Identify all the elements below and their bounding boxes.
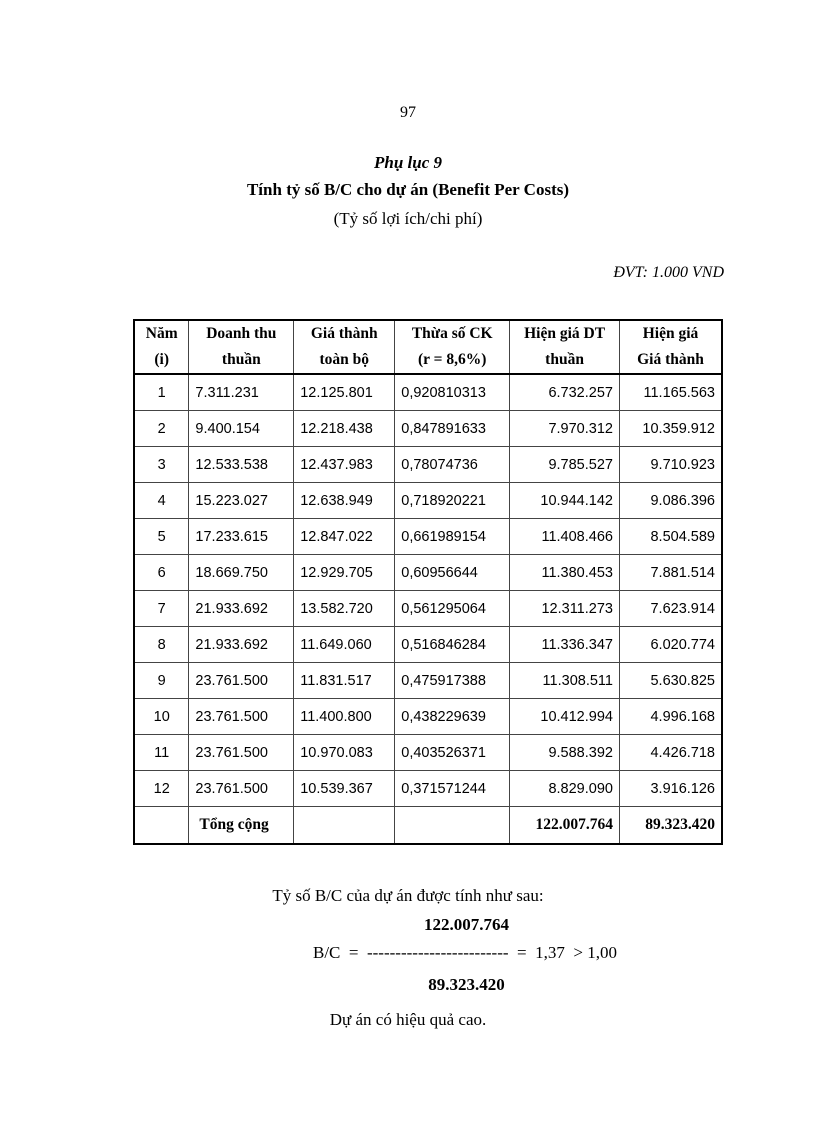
pv-cost-cell: 7.623.914 (619, 591, 722, 627)
pv-revenue-cell: 9.785.527 (510, 447, 620, 483)
year-cell: 8 (134, 627, 189, 663)
discount-factor-cell: 0,661989154 (395, 519, 510, 555)
net-revenue-cell: 21.933.692 (189, 627, 294, 663)
document-title: Tính tỷ số B/C cho dự án (Benefit Per Costs) (246, 180, 570, 199)
table-row (134, 374, 722, 411)
net-revenue-cell: 15.223.027 (189, 483, 294, 519)
bc-table (133, 319, 723, 845)
discount-factor-cell: 0,371571244 (395, 771, 510, 807)
pv-revenue-cell: 7.970.312 (510, 411, 620, 447)
pv-cost-cell: 4.426.718 (619, 735, 722, 771)
pv-cost-cell: 5.630.825 (619, 663, 722, 699)
total-cost-cell: 10.970.083 (294, 735, 395, 771)
discount-factor-cell: 0,60956644 (395, 555, 510, 591)
discount-factor-cell: 0,438229639 (395, 699, 510, 735)
table-row (134, 735, 722, 771)
year-cell: 9 (134, 663, 189, 699)
pv-cost-cell: 8.504.589 (619, 519, 722, 555)
net-revenue-cell: 23.761.500 (189, 663, 294, 699)
total-cost-cell: 12.929.705 (294, 555, 395, 591)
appendix-heading: Phụ lục 9 (373, 153, 443, 172)
net-revenue-cell: 9.400.154 (189, 411, 294, 447)
total-cost-cell: 10.539.367 (294, 771, 395, 807)
discount-factor-cell: 0,78074736 (395, 447, 510, 483)
table-row (134, 555, 722, 591)
calculation-intro: Tỷ số B/C của dự án được tính như sau: (272, 886, 544, 905)
total-cost-cell: 12.847.022 (294, 519, 395, 555)
pv-revenue-cell: 10.412.994 (510, 699, 620, 735)
header-year: Năm (i) (134, 320, 189, 374)
net-revenue-cell: 12.533.538 (189, 447, 294, 483)
pv-cost-cell: 3.916.126 (619, 771, 722, 807)
year-cell: 5 (134, 519, 189, 555)
pv-revenue-cell: 11.408.466 (510, 519, 620, 555)
net-revenue-cell: 21.933.692 (189, 591, 294, 627)
total-pv-cost: 89.323.420 (619, 807, 722, 845)
total-cost-cell: 11.400.800 (294, 699, 395, 735)
table-row (134, 663, 722, 699)
pv-revenue-cell: 10.944.142 (510, 483, 620, 519)
total-cost-cell: 12.218.438 (294, 411, 395, 447)
year-cell: 7 (134, 591, 189, 627)
discount-factor-cell: 0,516846284 (395, 627, 510, 663)
header-pv-cost: Hiện giá Giá thành (619, 320, 722, 374)
year-cell: 11 (134, 735, 189, 771)
pv-revenue-cell: 9.588.392 (510, 735, 620, 771)
document-subtitle: (Tỷ số lợi ích/chi phí) (333, 209, 483, 228)
discount-factor-cell: 0,847891633 (395, 411, 510, 447)
total-pv-revenue: 122.007.764 (510, 807, 620, 845)
year-cell: 12 (134, 771, 189, 807)
table-header-row (134, 320, 722, 374)
header-net-revenue: Doanh thu thuần (189, 320, 294, 374)
pv-cost-cell: 11.165.563 (619, 374, 722, 411)
year-cell: 2 (134, 411, 189, 447)
pv-revenue-cell: 11.336.347 (510, 627, 620, 663)
total-cost-cell: 12.638.949 (294, 483, 395, 519)
year-cell: 4 (134, 483, 189, 519)
net-revenue-cell: 7.311.231 (189, 374, 294, 411)
calculation-denominator: 89.323.420 (428, 975, 505, 994)
pv-revenue-cell: 6.732.257 (510, 374, 620, 411)
page-number: 97 (400, 104, 416, 121)
header-pv-revenue: Hiện giá DT thuần (510, 320, 620, 374)
pv-cost-cell: 9.086.396 (619, 483, 722, 519)
year-cell: 6 (134, 555, 189, 591)
total-cost-cell (294, 807, 395, 845)
header-total-cost: Giá thành toàn bộ (294, 320, 395, 374)
total-df-cell (395, 807, 510, 845)
total-label: Tổng cộng (189, 807, 294, 845)
calculation-conclusion: Dự án có hiệu quả cao. (329, 1010, 487, 1029)
net-revenue-cell: 23.761.500 (189, 699, 294, 735)
net-revenue-cell: 23.761.500 (189, 771, 294, 807)
discount-factor-cell: 0,718920221 (395, 483, 510, 519)
pv-cost-cell: 7.881.514 (619, 555, 722, 591)
pv-cost-cell: 4.996.168 (619, 699, 722, 735)
year-cell: 1 (134, 374, 189, 411)
total-cost-cell: 12.125.801 (294, 374, 395, 411)
discount-factor-cell: 0,475917388 (395, 663, 510, 699)
year-cell: 10 (134, 699, 189, 735)
pv-revenue-cell: 8.829.090 (510, 771, 620, 807)
table-row (134, 771, 722, 807)
total-cost-cell: 13.582.720 (294, 591, 395, 627)
net-revenue-cell: 17.233.615 (189, 519, 294, 555)
net-revenue-cell: 23.761.500 (189, 735, 294, 771)
net-revenue-cell: 18.669.750 (189, 555, 294, 591)
pv-revenue-cell: 11.308.511 (510, 663, 620, 699)
table-row (134, 519, 722, 555)
calculation-numerator: 122.007.764 (424, 915, 509, 934)
table-row (134, 447, 722, 483)
table-row (134, 699, 722, 735)
pv-revenue-cell: 11.380.453 (510, 555, 620, 591)
discount-factor-cell: 0,920810313 (395, 374, 510, 411)
table-body (134, 374, 722, 807)
pv-cost-cell: 6.020.774 (619, 627, 722, 663)
table-row (134, 483, 722, 519)
header-discount-factor: Thừa số CK (r = 8,6%) (395, 320, 510, 374)
total-row (134, 807, 722, 845)
total-cost-cell: 11.649.060 (294, 627, 395, 663)
year-cell: 3 (134, 447, 189, 483)
unit-label: ĐVT: 1.000 VND (613, 264, 724, 281)
pv-cost-cell: 10.359.912 (619, 411, 722, 447)
total-cost-cell: 12.437.983 (294, 447, 395, 483)
table-row (134, 627, 722, 663)
pv-cost-cell: 9.710.923 (619, 447, 722, 483)
discount-factor-cell: 0,561295064 (395, 591, 510, 627)
discount-factor-cell: 0,403526371 (395, 735, 510, 771)
table-row (134, 411, 722, 447)
total-year-cell (134, 807, 189, 845)
calculation-equation: B/C = ------------------------- = 1,37 > 1,00 (313, 943, 617, 962)
pv-revenue-cell: 12.311.273 (510, 591, 620, 627)
table-row (134, 591, 722, 627)
total-cost-cell: 11.831.517 (294, 663, 395, 699)
